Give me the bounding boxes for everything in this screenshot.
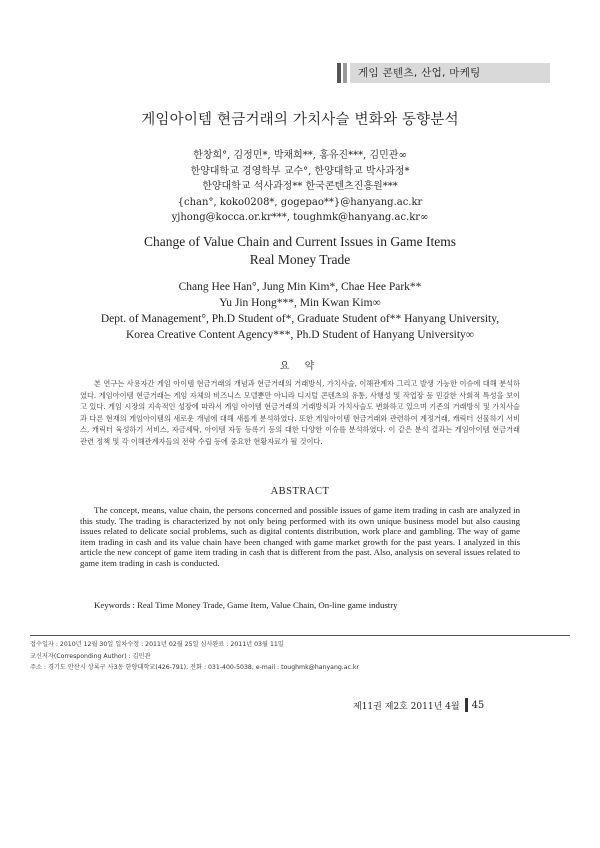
korean-author-line: {chan°, koko0208*, gogepao**}@hanyang.ac.kr (177, 196, 423, 208)
korean-title: 게임아이템 현금거래의 가치사슬 변화와 동향분석 (141, 112, 459, 128)
english-title (0, 233, 600, 269)
english-author-line: Dept. of Management°, Ph.D Student of*, Graduate Student of** Hanyang University, (100, 313, 500, 325)
section-tab-accent-dark (337, 63, 341, 83)
english-title-line: Change of Value Chain and Current Issues in Game Items (143, 234, 457, 249)
english-title-line: Real Money Trade (249, 252, 351, 267)
korean-author-line: 한창희°, 김정민*, 박채희**, 홍유진***, 김민관∞ (193, 150, 407, 161)
page-number: 45 (471, 699, 485, 711)
section-label: 게임 콘텐츠, 산업, 마케팅 (350, 63, 550, 83)
page-number-bar (465, 698, 468, 712)
english-author-line: Korea Creative Content Agency***, Ph.D Student of Hanyang University∞ (125, 329, 475, 341)
issue-info: 제11권 제2호 2011년 4월 (353, 701, 460, 712)
section-tab (337, 63, 550, 83)
english-author-block (0, 279, 600, 343)
section-tab-accent-light (343, 63, 347, 83)
english-author-line: Chang Hee Han°, Jung Min Kim*, Chae Hee Park** (178, 281, 422, 293)
english-abstract-text: The concept, means, value chain, the persons concerned and possible issues of game item trading in cash are analyzed in this study. The trading is characterized by not only being performed with its own unique business model but also causing issues related to delicate social problems, such as digital contents distribution, work place and gambling. The way of game item trading in cash and its value chain have been changed with game market growth for the past years. I analyzed in this article the new concept of game item trading in cash that is different from the past. Also, analysis on several issues related to game item trading in cash is conducted. (80, 505, 520, 568)
keywords-line: Keywords : Real Time Money Trade, Game Item, Value Chain, On-line game industry (94, 600, 398, 610)
korean-author-line: 한양대학교 석사과정** 한국콘텐츠진흥원*** (202, 181, 398, 192)
footnote-corresponding-author: 교신저자(Corresponding Author) : 김민관 (30, 652, 151, 660)
footnote-address: 주소 : 경기도 안산시 상록구 사3동 한양대학교(426-791), 전화 : 031-400-5038, e-mail : toughmk@hanyang.ac.kr (30, 664, 360, 671)
footnotes (30, 639, 590, 674)
korean-author-line: yjhong@kocca.or.kr***, toughmk@hanyang.ac.kr∞ (171, 212, 429, 223)
abstract-heading: ABSTRACT (270, 486, 330, 497)
english-author-line: Yu Jin Hong***, Min Kwan Kim∞ (219, 297, 381, 309)
page-footer (353, 697, 493, 713)
korean-author-line: 한양대학교 경영학부 교수°, 한양대학교 박사과정* (190, 165, 410, 177)
korean-author-block (0, 148, 600, 226)
korean-abstract-text: 본 연구는 사용자간 게임 아이템 현금거래의 개념과 현금거래의 거래방식, 가치사슬, 이해관계자 그리고 발생 가능한 이슈에 대해 분석하였다. 게임아이템 현금거래는 게임 자체의 비즈니스 모델뿐만 아니라 디지털 콘텐츠의 유통, 사행성 및 작업장 등 민감한 사회적 특성을 보이고 있다. 게임 시장의 지속적인 성장에 따라서 게임 아이템 현금거래의 거래방식과 가치사슬도 변화하고 있으며 기존의 거래방식 및 가치사슬과 다른 현재의 게임아이템의 새로운 개념에 대해 새롭게 분석하였다. 또한 게임아이템 현금거래와 관련하여 계정거래, 캐릭터 선물하기 서비스, 캐릭터 육성하기 서비스, 자금세탁, 아이템 자동 등록기 등의 대한 다양한 이슈를 분석하였다. 이 같은 분석 결과는 게임아이템 현금거래 관련 정책 및 각 이해관계자들의 전략 수립 등에 중요한 현황자료가 될 것이다. (80, 379, 520, 446)
footnote-dates: 접수일자 : 2010년 12월 30일 일차수정 : 2011년 02월 25일 심사완료 : 2011년 03월 11일 (30, 641, 284, 648)
korean-abstract-heading: 요 약 (279, 361, 321, 372)
footnote-divider (30, 635, 570, 636)
